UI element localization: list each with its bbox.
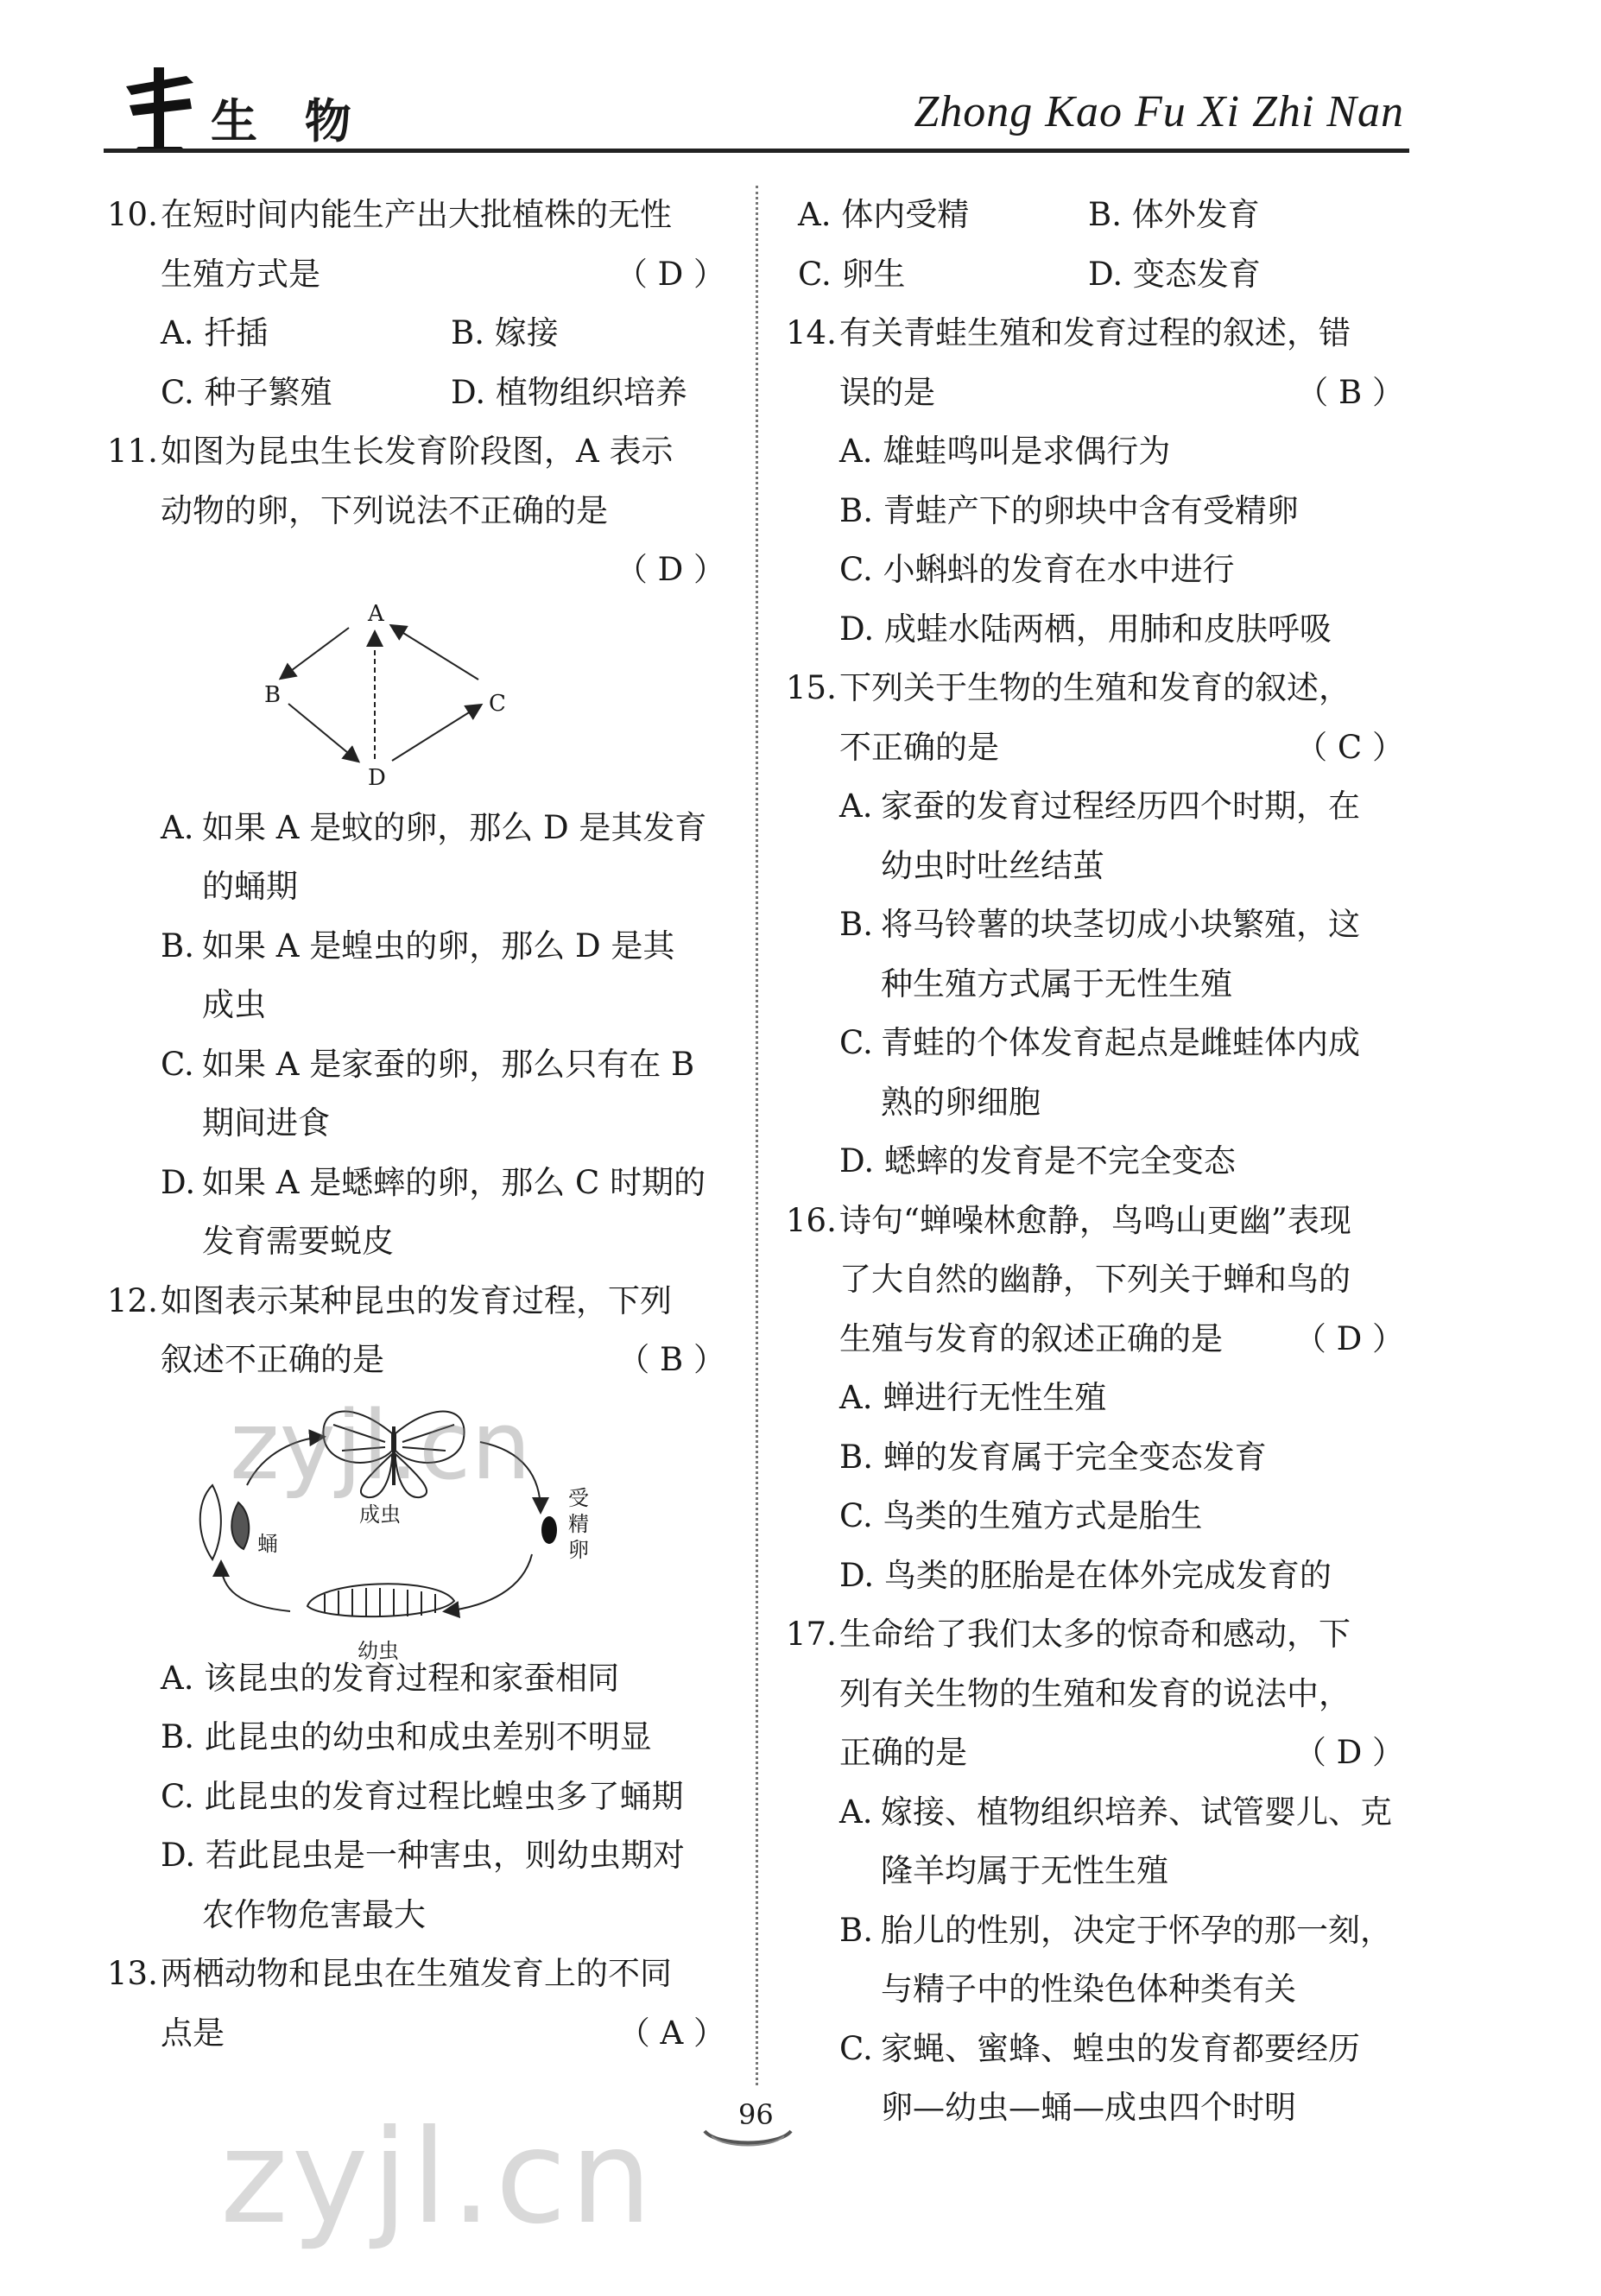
question-text: 在短时间内能生产出大批植株的无性 [161,196,672,233]
option-a: A. 蝉进行无性生殖 [839,1379,1107,1416]
question-number: 10. [107,196,158,233]
signpost-logo-icon [121,67,199,150]
option-c-letter: C. [161,1045,194,1083]
option-d: D. 蟋蟀的发育是不完全变态 [839,1142,1236,1180]
answer: （ D ） [615,551,725,588]
option-a-cont: 的蛹期 [202,868,298,905]
option-c: C. 鸟类的生殖方式是胎生 [839,1497,1203,1534]
option-b: 胎儿的性别，决定于怀孕的那一刻， [881,1911,1392,1949]
option-a: A. 雄蛙鸣叫是求偶行为 [839,433,1171,470]
option-c-cont: 卵—幼虫—蛹—成虫四个时明 [881,2089,1296,2126]
option-c: 如果 A 是家蚕的卵，那么只有在 B [202,1045,695,1083]
option-a: 嫁接、植物组织培养、试管婴儿、克 [881,1793,1392,1831]
question-text: 如图为昆虫生长发育阶段图，A 表示 [161,433,674,470]
question-text: 不正确的是 [839,728,999,766]
egg-icon [541,1516,557,1544]
option-c-letter: C. [839,1024,873,1061]
answer: （ B ） [617,1341,725,1378]
question-17 [786,1605,1408,2138]
option-b-letter: B. [839,1911,873,1949]
question-11 [107,422,729,1272]
label-b: B [264,681,282,708]
question-number: 15. [786,669,837,706]
option-c: C. 此昆虫的发育过程比蝗虫多了蛹期 [161,1777,684,1815]
option-b-letter: B. [839,906,873,943]
question-13-options [786,186,1408,304]
option-a: A. 体内受精 [798,196,970,233]
answer: （ D ） [1294,1734,1404,1771]
question-text: 两栖动物和昆虫在生殖发育上的不同 [161,1955,672,1992]
page-number: 96 [738,2098,774,2131]
option-d-letter: D. [161,1163,196,1201]
option-d: D. 植物组织培养 [451,373,687,411]
option-a-letter: A. [839,787,873,825]
question-text: 诗句“蝉噪林愈静，鸟鸣山更幽”表现 [839,1201,1351,1239]
question-text: 列有关生物的生殖和发育的说法中， [839,1674,1351,1712]
option-a: 如果 A 是蚊的卵，那么 D 是其发育 [202,808,707,846]
butterfly-lifecycle-diagram [161,1389,729,1663]
option-b-cont: 与精子中的性染色体种类有关 [881,1970,1296,2008]
answer: （ D ） [615,255,725,293]
question-text: 误的是 [839,373,935,411]
question-13 [107,1945,729,2063]
question-12 [107,1272,729,1945]
label-adult: 成虫 [359,1502,401,1527]
stage-arrows [161,600,731,799]
question-text: 正确的是 [839,1734,967,1771]
label-d: D [368,764,386,791]
watermark: zyjl.cn [220,2103,656,2253]
option-b: 将马铃薯的块茎切成小块繁殖，这 [881,906,1360,943]
question-text: 生殖方式是 [161,255,320,293]
label-egg: 受精卵 [568,1485,589,1562]
option-a-cont: 隆羊均属于无性生殖 [881,1852,1168,1889]
option-b: B. 蝉的发育属于完全变态发育 [839,1438,1267,1476]
option-b: 如果 A 是蝗虫的卵，那么 D 是其 [202,927,675,965]
option-c-cont: 熟的卵细胞 [881,1083,1041,1121]
option-b: B. 此昆虫的幼虫和成虫差别不明显 [161,1718,652,1755]
question-number: 13. [107,1955,158,1992]
question-10 [107,186,729,422]
answer: （ B ） [1296,373,1404,411]
insect-stage-diagram [161,600,729,799]
subject-title: 生 物 [211,94,367,149]
question-number: 14. [786,314,837,351]
question-number: 17. [786,1616,837,1653]
option-b-cont: 成虫 [202,986,266,1023]
question-text: 点是 [161,2014,225,2052]
option-c: 家蝇、蜜蜂、蝗虫的发育都要经历 [881,2029,1360,2067]
label-larva: 幼虫 [358,1638,399,1663]
option-a-cont: 幼虫时吐丝结茧 [881,846,1104,884]
column-divider [756,186,758,2085]
question-text: 叙述不正确的是 [161,1341,384,1378]
option-d: D. 成蛙水陆两栖，用肺和皮肤呼吸 [839,610,1332,648]
option-d: 如果 A 是蟋蟀的卵，那么 C 时期的 [202,1163,706,1201]
larva-icon [307,1584,454,1616]
question-text: 生命给了我们太多的惊奇和感动，下 [839,1616,1351,1653]
question-text: 下列关于生物的生殖和发育的叙述， [839,669,1351,706]
answer: （ C ） [1295,728,1404,766]
left-column [107,186,729,2063]
label-c: C [489,690,506,717]
option-a: 家蚕的发育过程经历四个时期，在 [881,787,1360,825]
answer: （ D ） [1294,1319,1404,1357]
option-b-letter: B. [161,927,194,965]
option-c: C. 种子繁殖 [161,373,332,411]
option-b: B. 嫁接 [451,314,559,351]
option-c: C. 卵生 [798,255,906,293]
question-text: 如图表示某种昆虫的发育过程，下列 [161,1281,672,1319]
option-d-cont: 发育需要蜕皮 [202,1223,394,1260]
header-rule [104,149,1409,153]
answer: （ A ） [617,2014,725,2052]
label-a: A [368,600,384,627]
question-text: 动物的卵，下列说法不正确的是 [161,491,608,529]
question-number: 12. [107,1281,158,1319]
series-title: Zhong Kao Fu Xi Zhi Nan [914,87,1404,136]
option-a: A. 该昆虫的发育过程和家蚕相同 [161,1659,620,1697]
option-d-cont: 农作物危害最大 [202,1895,426,1933]
option-a-letter: A. [161,808,194,846]
option-c: C. 小蝌蚪的发育在水中进行 [839,551,1235,588]
option-b: B. 青蛙产下的卵块中含有受精卵 [839,491,1299,529]
right-column [786,186,1408,2138]
option-b-cont: 种生殖方式属于无性生殖 [881,965,1232,1003]
question-14 [786,304,1408,659]
question-text: 有关青蛙生殖和发育过程的叙述，错 [839,314,1351,351]
option-d: D. 若此昆虫是一种害虫，则幼虫期对 [161,1837,685,1874]
question-number: 11. [107,433,158,470]
option-a-letter: A. [839,1793,873,1831]
option-d: D. 鸟类的胚胎是在体外完成发育的 [839,1556,1332,1594]
question-text: 了大自然的幽静，下列关于蝉和鸟的 [839,1261,1351,1298]
label-pupa: 蛹 [257,1531,278,1556]
option-d: D. 变态发育 [1088,255,1261,293]
question-15 [786,659,1408,1192]
option-a: A. 扦插 [161,314,269,351]
figure-watermark: zyjl.cn [230,1389,532,1501]
question-text: 生殖与发育的叙述正确的是 [839,1319,1223,1357]
option-b: B. 体外发育 [1088,196,1260,233]
option-c-cont: 期间进食 [202,1104,330,1142]
question-16 [786,1192,1408,1606]
option-c-letter: C. [839,2029,873,2067]
option-c: 青蛙的个体发育起点是雌蛙体内成 [881,1024,1360,1061]
question-number: 16. [786,1201,837,1239]
